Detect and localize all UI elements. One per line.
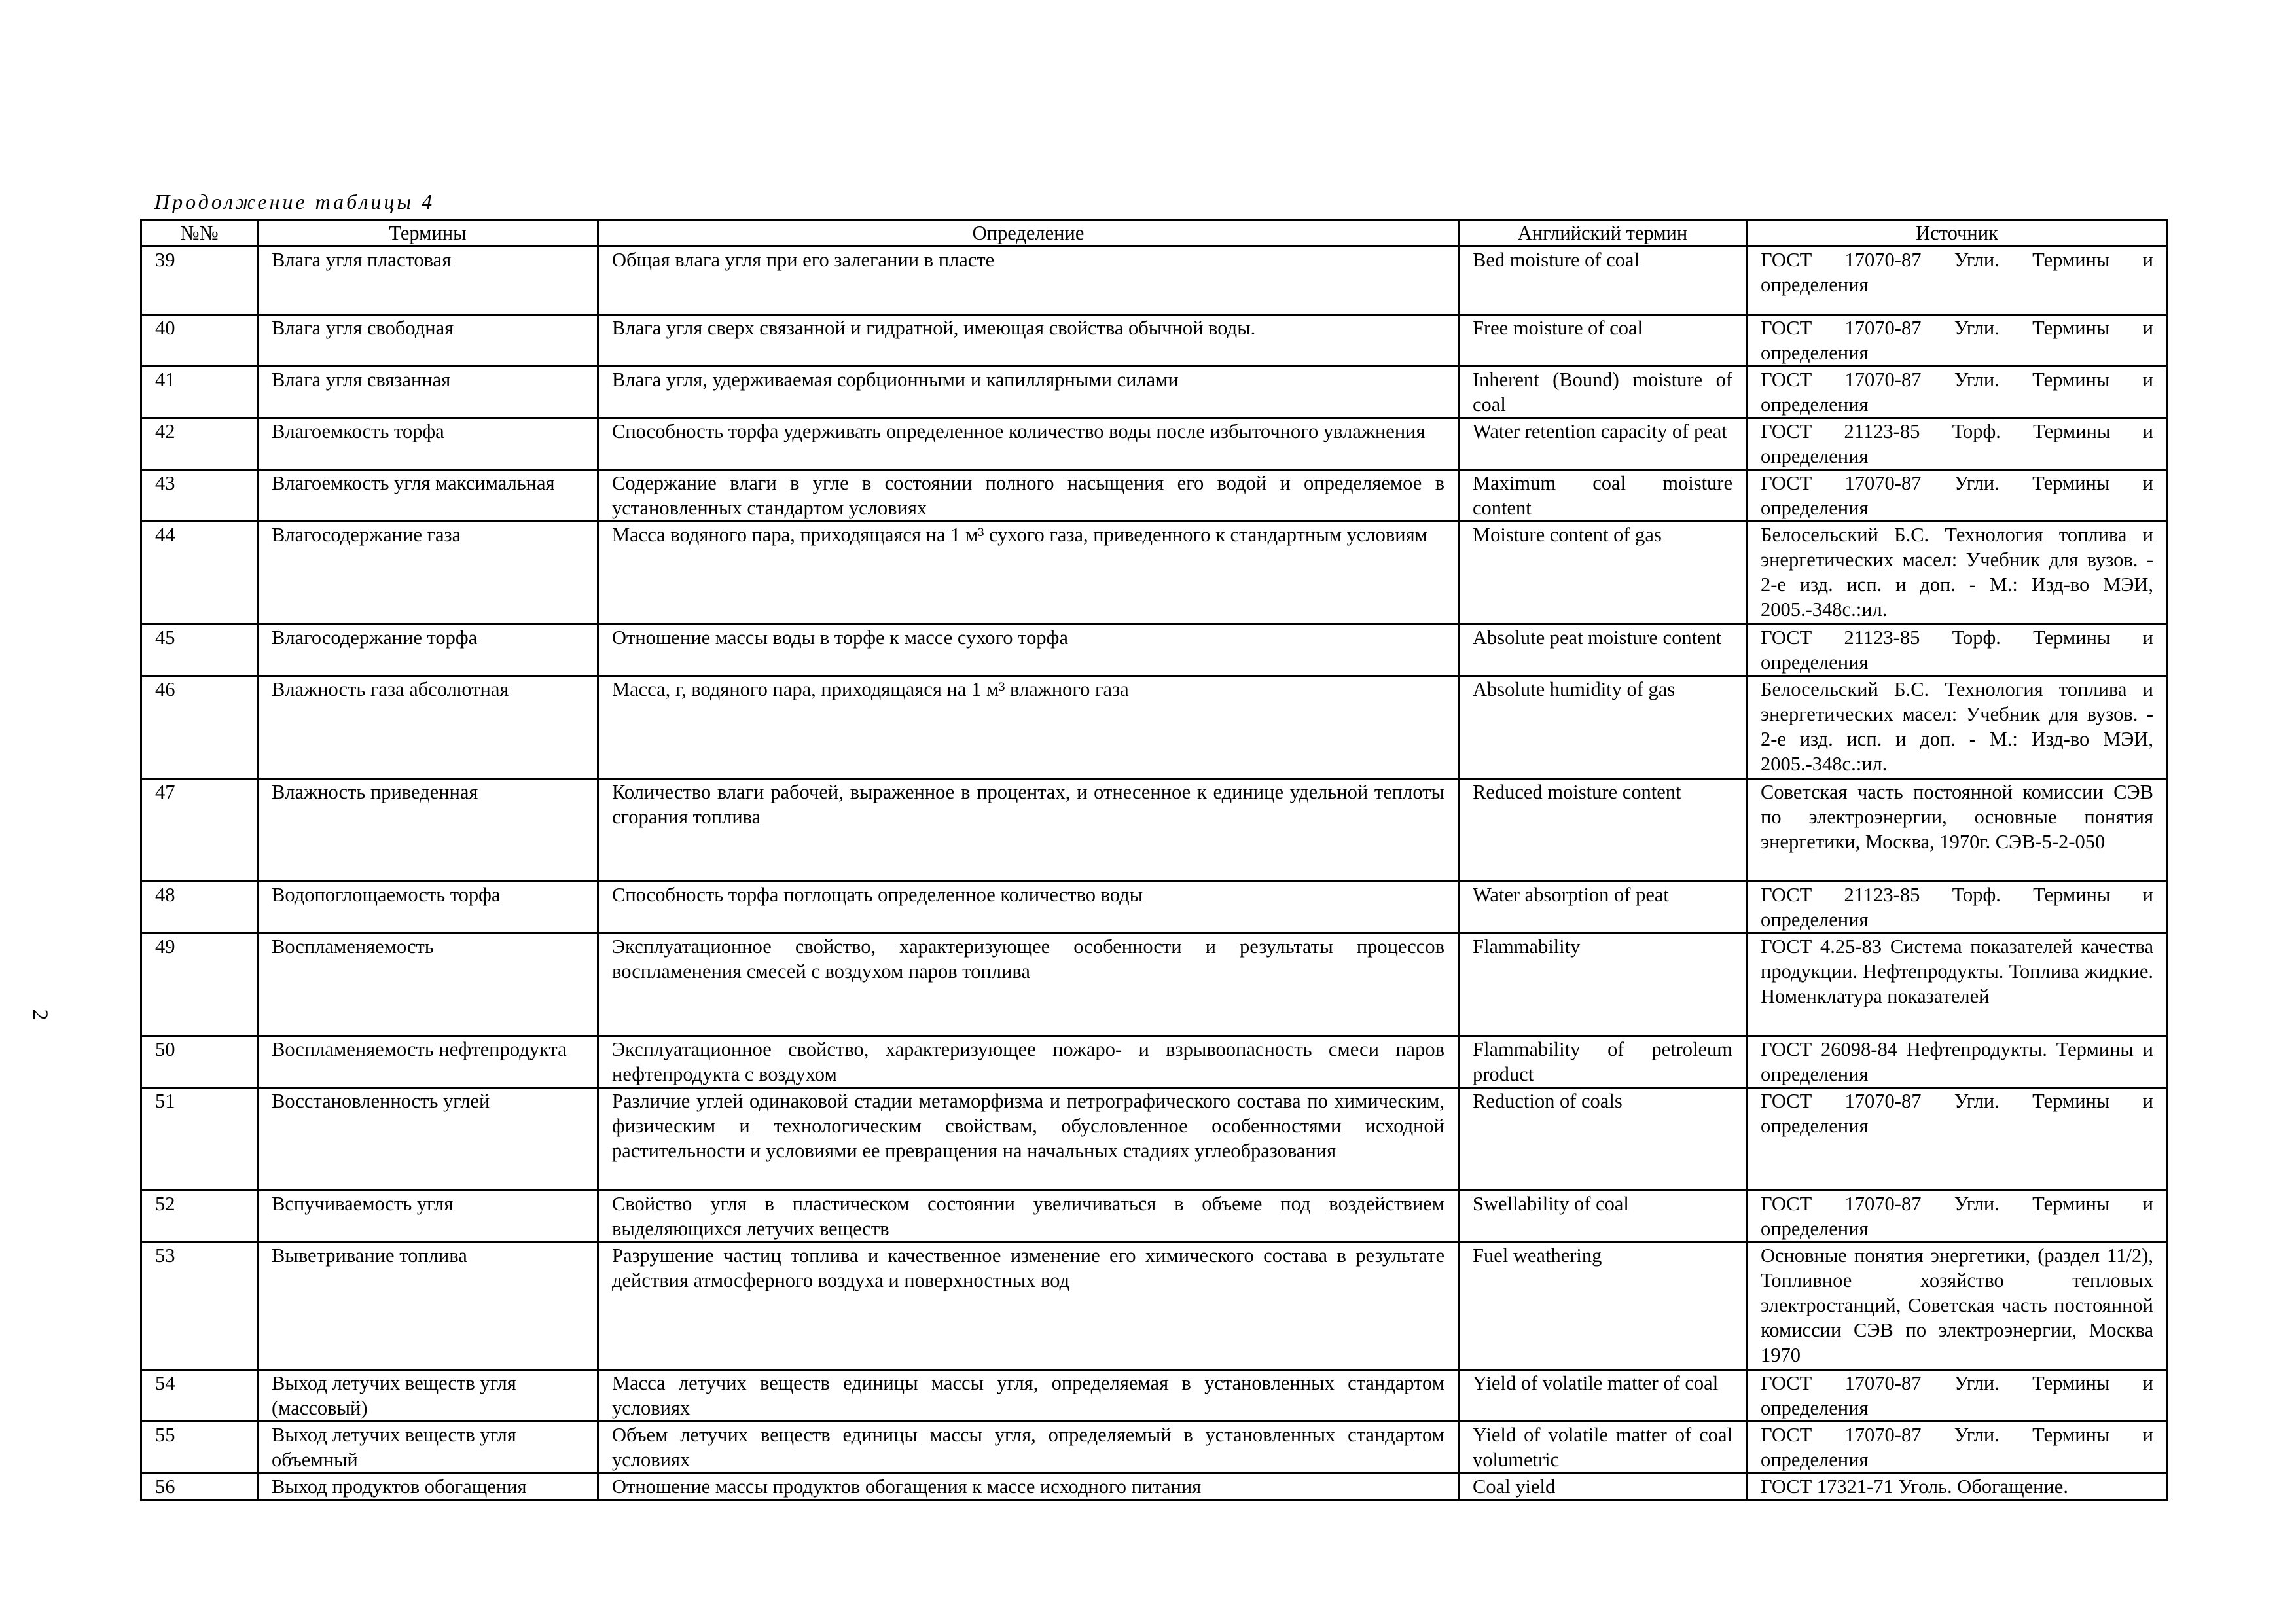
row-number: 50 [141, 1036, 258, 1088]
row-english-term: Water absorption of peat [1459, 882, 1747, 933]
row-definition: Свойство угля в пластическом состоянии увеличиваться в объеме под воздействием выделяющихся летучих веществ [598, 1191, 1459, 1242]
table-row [141, 522, 2168, 624]
row-term: Вспучиваемость угля [258, 1191, 598, 1242]
row-number: 39 [141, 247, 258, 315]
row-source: Белосельский Б.С. Технология топлива и энергетических масел: Учебник для вузов. - 2-е изд. исп. и доп. - М.: Изд-во МЭИ, 2005.-348с.:ил. [1747, 522, 2168, 624]
header-number: №№ [141, 220, 258, 247]
row-definition: Влага угля сверх связанной и гидратной, имеющая свойства обычной воды. [598, 315, 1459, 367]
row-source: ГОСТ 17070-87 Угли. Термины и определения [1747, 470, 2168, 522]
table-row [141, 882, 2168, 933]
row-english-term: Inherent (Bound) moisture of coal [1459, 367, 1747, 418]
row-english-term: Free moisture of coal [1459, 315, 1747, 367]
row-english-term: Swellability of coal [1459, 1191, 1747, 1242]
row-term: Выход продуктов обогащения [258, 1473, 598, 1500]
row-definition: Количество влаги рабочей, выраженное в процентах, и отнесенное к единице удельной теплоты сгорания топлива [598, 779, 1459, 882]
table-row [141, 1036, 2168, 1088]
row-number: 41 [141, 367, 258, 418]
row-number: 53 [141, 1242, 258, 1370]
row-english-term: Maximum coal moisture content [1459, 470, 1747, 522]
row-english-term: Yield of volatile matter of coal volumetric [1459, 1422, 1747, 1473]
table-caption: Продолжение таблицы 4 [154, 190, 435, 213]
terms-table [140, 219, 2168, 1501]
row-number: 55 [141, 1422, 258, 1473]
table-row [141, 315, 2168, 367]
row-source: ГОСТ 17321-71 Уголь. Обогащение. [1747, 1473, 2168, 1500]
header-source: Источник [1747, 220, 2168, 247]
header-english-term: Английский термин [1459, 220, 1747, 247]
table-row [141, 1370, 2168, 1422]
row-english-term: Yield of volatile matter of coal [1459, 1370, 1747, 1422]
row-term: Влага угля свободная [258, 315, 598, 367]
row-definition: Различие углей одинаковой стадии метаморфизма и петрографического состава по химическим, физическим и технологическим свойствам, обусловленное особенностями исходной растительности и условиями ее превращения на начальных стадиях углеобразования [598, 1088, 1459, 1191]
row-english-term: Moisture content of gas [1459, 522, 1747, 624]
table-row [141, 367, 2168, 418]
row-definition: Содержание влаги в угле в состоянии полного насыщения его водой и определяемое в установленных стандартом условиях [598, 470, 1459, 522]
row-english-term: Flammability of petroleum product [1459, 1036, 1747, 1088]
row-source: ГОСТ 4.25-83 Система показателей качества продукции. Нефтепродукты. Топлива жидкие. Номенклатура показателей [1747, 933, 2168, 1036]
row-term: Воспламеняемость [258, 933, 598, 1036]
row-definition: Отношение массы воды в торфе к массе сухого торфа [598, 624, 1459, 676]
row-source: ГОСТ 17070-87 Угли. Термины и определения [1747, 247, 2168, 315]
row-english-term: Coal yield [1459, 1473, 1747, 1500]
row-definition: Общая влага угля при его залегании в пласте [598, 247, 1459, 315]
row-term: Влагосодержание газа [258, 522, 598, 624]
row-term: Восстановленность углей [258, 1088, 598, 1191]
row-term: Воспламеняемость нефтепродукта [258, 1036, 598, 1088]
table-row [141, 1191, 2168, 1242]
row-english-term: Flammability [1459, 933, 1747, 1036]
row-source: ГОСТ 17070-87 Угли. Термины и определения [1747, 1191, 2168, 1242]
row-number: 52 [141, 1191, 258, 1242]
row-definition: Масса, г, водяного пара, приходящаяся на 1 м³ влажного газа [598, 676, 1459, 779]
row-term: Влажность приведенная [258, 779, 598, 882]
row-definition: Масса летучих веществ единицы массы угля, определяемая в установленных стандартом условиях [598, 1370, 1459, 1422]
row-source: ГОСТ 17070-87 Угли. Термины и определения [1747, 1422, 2168, 1473]
row-term: Выход летучих веществ угля объемный [258, 1422, 598, 1473]
row-definition: Объем летучих веществ единицы массы угля, определяемый в установленных стандартом условиях [598, 1422, 1459, 1473]
row-term: Влага угля связанная [258, 367, 598, 418]
row-definition: Эксплуатационное свойство, характеризующее особенности и результаты процессов воспламенения смесей с воздухом паров топлива [598, 933, 1459, 1036]
table-row [141, 779, 2168, 882]
header-terms: Термины [258, 220, 598, 247]
row-source: ГОСТ 21123-85 Торф. Термины и определения [1747, 882, 2168, 933]
row-number: 44 [141, 522, 258, 624]
row-source: ГОСТ 17070-87 Угли. Термины и определения [1747, 1088, 2168, 1191]
row-english-term: Bed moisture of coal [1459, 247, 1747, 315]
row-source: ГОСТ 21123-85 Торф. Термины и определения [1747, 418, 2168, 470]
table-row [141, 1473, 2168, 1500]
row-term: Влагоемкость торфа [258, 418, 598, 470]
row-definition: Влага угля, удерживаемая сорбционными и капиллярными силами [598, 367, 1459, 418]
row-definition: Способность торфа поглощать определенное количество воды [598, 882, 1459, 933]
row-term: Водопоглощаемость торфа [258, 882, 598, 933]
row-number: 54 [141, 1370, 258, 1422]
row-term: Влагоемкость угля максимальная [258, 470, 598, 522]
row-source: Белосельский Б.С. Технология топлива и энергетических масел: Учебник для вузов. - 2-е изд. исп. и доп. - М.: Изд-во МЭИ, 2005.-348с.:ил. [1747, 676, 2168, 779]
row-source: ГОСТ 17070-87 Угли. Термины и определения [1747, 1370, 2168, 1422]
row-number: 46 [141, 676, 258, 779]
row-term: Влагосодержание торфа [258, 624, 598, 676]
row-english-term: Absolute peat moisture content [1459, 624, 1747, 676]
row-definition: Отношение массы продуктов обогащения к массе исходного питания [598, 1473, 1459, 1500]
row-english-term: Absolute humidity of gas [1459, 676, 1747, 779]
row-number: 40 [141, 315, 258, 367]
row-number: 48 [141, 882, 258, 933]
row-number: 45 [141, 624, 258, 676]
row-english-term: Water retention capacity of peat [1459, 418, 1747, 470]
row-definition: Разрушение частиц топлива и качественное изменение его химического состава в результате действия атмосферного воздуха и поверхностных вод [598, 1242, 1459, 1370]
row-definition: Способность торфа удерживать определенное количество воды после избыточного увлажнения [598, 418, 1459, 470]
row-term: Выход летучих веществ угля (массовый) [258, 1370, 598, 1422]
table-row [141, 1422, 2168, 1473]
row-term: Выветривание топлива [258, 1242, 598, 1370]
row-source: ГОСТ 21123-85 Торф. Термины и определения [1747, 624, 2168, 676]
row-term: Влажность газа абсолютная [258, 676, 598, 779]
table-row [141, 933, 2168, 1036]
row-number: 42 [141, 418, 258, 470]
row-source: Основные понятия энергетики, (раздел 11/2), Топливное хозяйство тепловых электростанций, Советская часть постоянной комиссии СЭВ по электроэнергии, Москва 1970 [1747, 1242, 2168, 1370]
table-row [141, 1088, 2168, 1191]
row-term: Влага угля пластовая [258, 247, 598, 315]
row-english-term: Reduced moisture content [1459, 779, 1747, 882]
row-source: ГОСТ 17070-87 Угли. Термины и определения [1747, 315, 2168, 367]
row-number: 49 [141, 933, 258, 1036]
table-row [141, 1242, 2168, 1370]
table-row [141, 676, 2168, 779]
table-row [141, 470, 2168, 522]
header-definition: Определение [598, 220, 1459, 247]
row-english-term: Reduction of coals [1459, 1088, 1747, 1191]
row-definition: Масса водяного пара, приходящаяся на 1 м³ сухого газа, приведенного к стандартным условиям [598, 522, 1459, 624]
table-row [141, 624, 2168, 676]
row-source: ГОСТ 26098-84 Нефтепродукты. Термины и определения [1747, 1036, 2168, 1088]
row-source: Советская часть постоянной комиссии СЭВ по электроэнергии, основные понятия энергетики, Москва, 1970г. СЭВ-5-2-050 [1747, 779, 2168, 882]
row-source: ГОСТ 17070-87 Угли. Термины и определения [1747, 367, 2168, 418]
row-number: 51 [141, 1088, 258, 1191]
table-row [141, 247, 2168, 315]
table-row [141, 418, 2168, 470]
row-number: 47 [141, 779, 258, 882]
row-number: 56 [141, 1473, 258, 1500]
table-header-row [141, 220, 2168, 247]
row-english-term: Fuel weathering [1459, 1242, 1747, 1370]
row-number: 43 [141, 470, 258, 522]
page-number: 2 [27, 1009, 52, 1020]
row-definition: Эксплуатационное свойство, характеризующее пожаро- и взрывоопасность смеси паров нефтепродукта с воздухом [598, 1036, 1459, 1088]
